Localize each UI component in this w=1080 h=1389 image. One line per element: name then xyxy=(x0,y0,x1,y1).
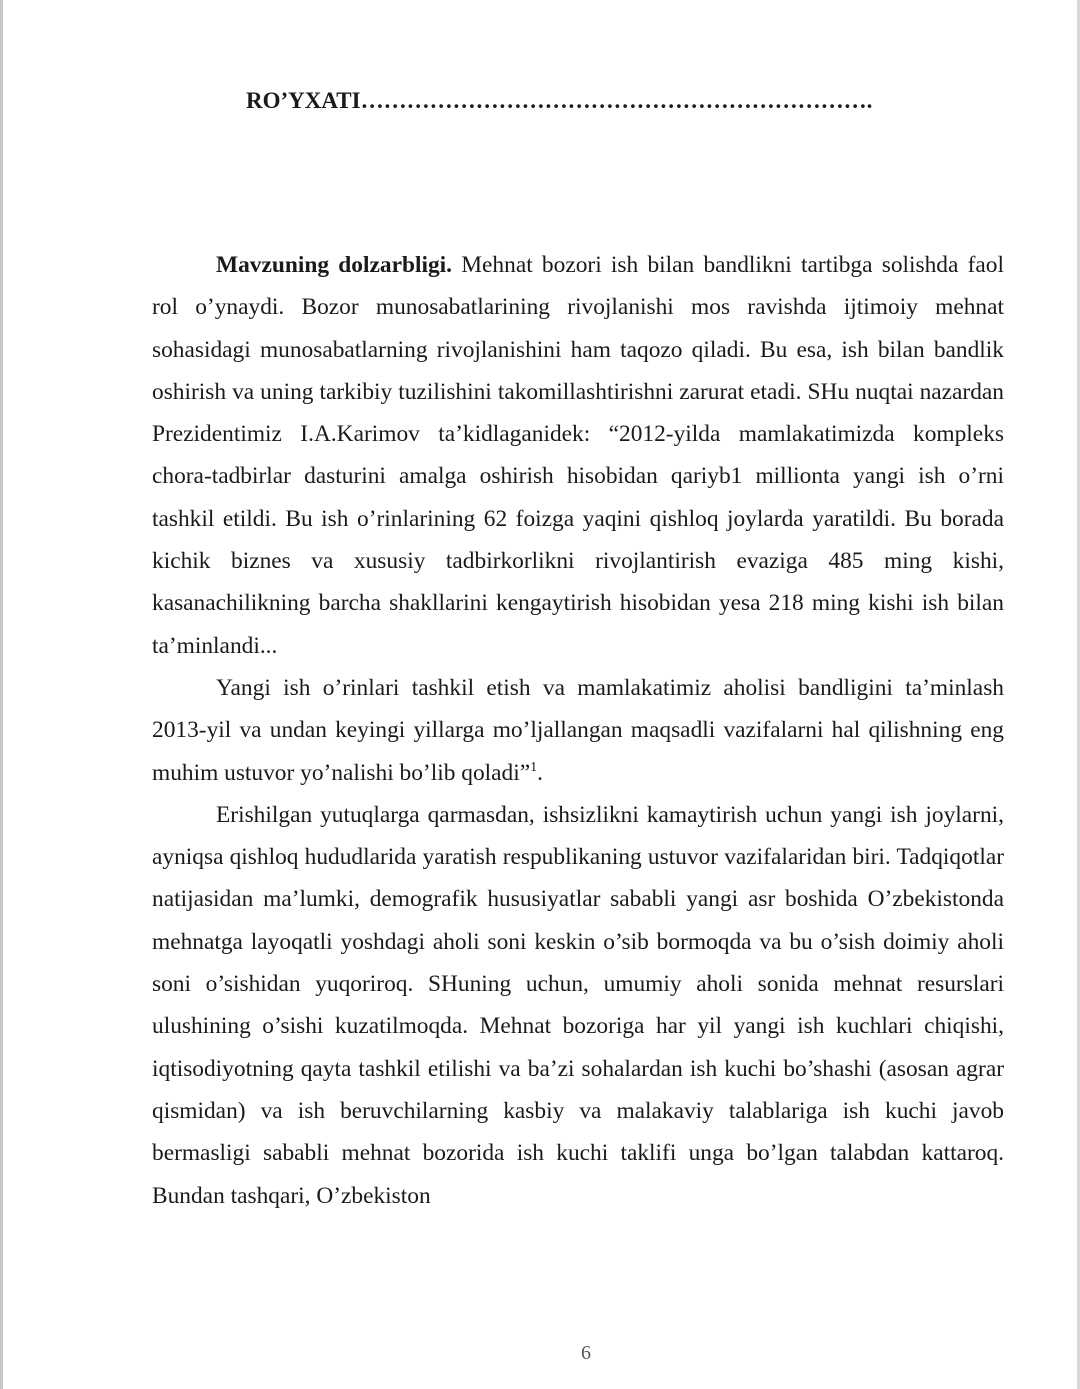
paragraph-lead-heading: Mavzuning dolzarbligi. xyxy=(216,252,453,278)
paragraph-text: Erishilgan yutuqlarga qarmasdan, ishsizlikni kamaytirish uchun yangi ish joylarni, ayniqsa qishloq hududlarida yaratish respublikaning ustuvor vazifalaridan biri. Tadqiqotlar natijasidan ma’lumki, demografik hususiyatlar sababli yangi asr boshida O’zbekistonda mehnatga layoqatli yoshdagi aholi soni keskin o’sib bormoqda va bu o’sish doimiy aholi soni o’sishidan yuqoriroq. SHuning uchun, umumiy aholi sonida mehnat resurslari ulushining o’sishi kuzatilmoqda. Mehnat bozoriga har yil yangi ish kuchlari chiqishi, iqtisodiyotning qayta tashkil etilishi va ba’zi sohalardan ish kuchi bo’shashi (asosan agrar qismidan) va ish beruvchilarning kasbiy va malakaviy talablariga ish kuchi javob bermasligi sababli mehnat bozorida ish kuchi taklifi unga bo’lgan talabdan kattaroq. Bundan tashqari, O’zbekiston xyxy=(152,801,1004,1209)
paragraph-relevance xyxy=(152,244,1004,667)
page-edge-left xyxy=(0,0,3,1389)
paragraph-achievements xyxy=(152,794,1004,1217)
body-text xyxy=(152,244,1004,1217)
footnote-mark[interactable]: 1 xyxy=(530,759,538,775)
paragraph-text-end: . xyxy=(537,759,543,786)
toc-entry: RO’YXATI…………………………………………………………. xyxy=(246,88,873,113)
page-number: 6 xyxy=(581,1342,591,1364)
paragraph-text: Mehnat bozori ish bilan bandlikni tartibga solishda faol rol o’ynaydi. Bozor munosabatlarining rivojlanishi mos ravishda ijtimoiy mehnat sohasidagi munosabatlarning rivojlanishini ham taqozo qiladi. Bu esa, ish bilan bandlik oshirish va uning tarkibiy tuzilishini takomillashtirishni zarurat etadi. SHu nuqtai nazardan Prezidentimiz I.A.Karimov ta’kidlaganidek: “2012-yilda mamlakatimizda kompleks chora-tadbirlar dasturini amalga oshirish hisobidan qariyb1 millionta yangi ish o’rni tashkil etildi. Bu ish o’rinlarining 62 foizga yaqini qishloq joylarda yaratildi. Bu borada kichik biznes va xususiy tadbirkorlikni rivojlantirish evaziga 485 ming kishi, kasanachilikning barcha shakllarini kengaytirish hisobidan yesa 218 ming kishi ish bilan ta’minlandi... xyxy=(152,252,1004,659)
paragraph-text: Yangi ish o’rinlari tashkil etish va mamlakatimiz aholisi bandligini ta’minlash 2013-yil va undan keyingi yillarga mo’ljallangan maqsadli vazifalarni hal qilishning eng muhim ustuvor yo’nalishi bo’lib qoladi” xyxy=(152,674,1004,786)
paragraph-quote-end xyxy=(152,667,1004,794)
